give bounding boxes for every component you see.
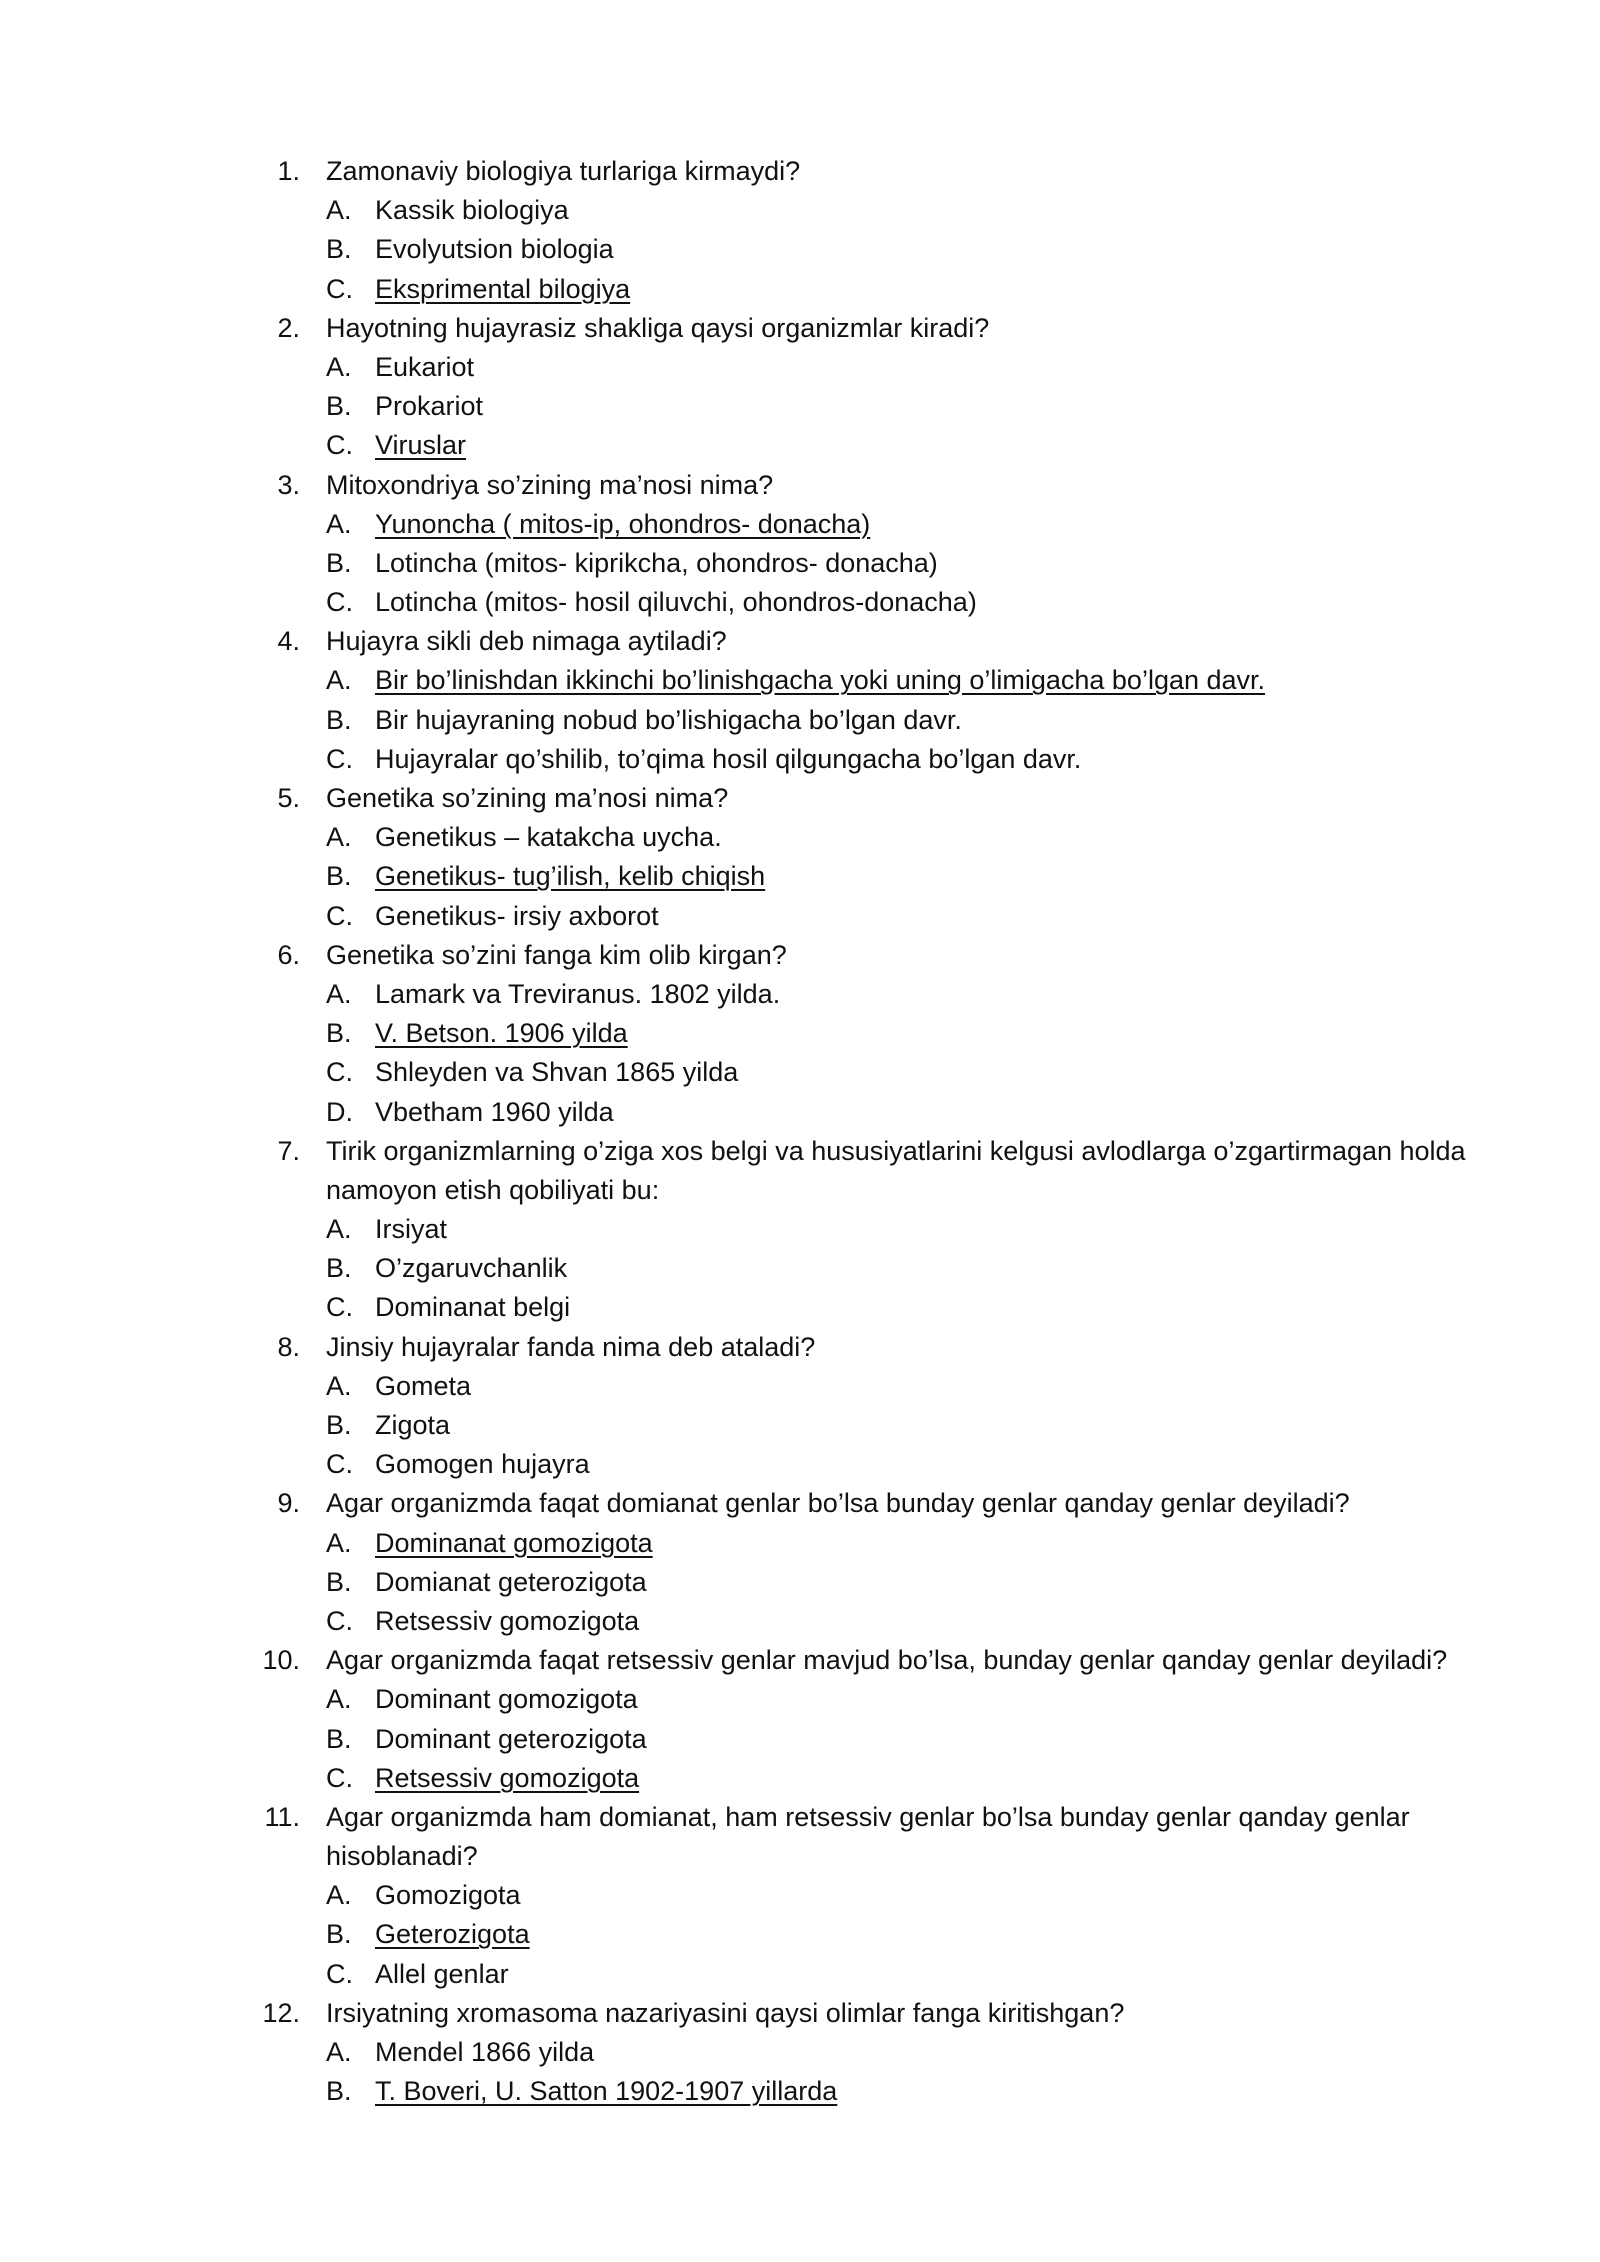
option-text: Domianat geterozigota [375,1566,647,1597]
answer-option [0,1093,1600,1132]
question-number: 9. [277,1488,300,1519]
question-text: Agar organizmda faqat domianat genlar bo’lsa bunday genlar qanday genlar deyiladi? [326,1488,1350,1519]
option-letter: A. [326,1370,352,1401]
answer-option [0,387,1600,426]
option-text: Gometa [375,1370,472,1401]
option-letter: A. [326,822,352,853]
question-item [0,1798,1600,1994]
question-item [0,622,1600,779]
question-text: Tirik organizmlarning o’ziga xos belgi va hususiyatlarini kelgusi avlodlarga o’zgartirmagan holda [326,1135,1466,1166]
option-text: Genetikus- irsiy axborot [375,900,659,931]
option-text: Retsessiv gomozigota [375,1605,640,1636]
question-text: Mitoxondriya so’zining ma’nosi nima? [326,469,774,500]
option-text-correct: Eksprimental bilogiya [375,273,631,304]
option-text: Lotincha (mitos- kiprikcha, ohondros- donacha) [375,547,938,578]
option-text: Lamark va Treviranus. 1802 yilda. [375,978,781,1009]
question-line [0,152,1600,191]
answer-option [0,544,1600,583]
option-text-correct: Yunoncha ( mitos-ip, ohondros- donacha) [375,508,871,539]
question-text: Hayotning hujayrasiz shakliga qaysi organizmlar kiradi? [326,312,990,343]
question-text: Genetika so’zining ma’nosi nima? [326,783,729,813]
question-number: 3. [277,469,300,500]
answer-option [0,2072,1600,2111]
answer-option [0,701,1600,740]
question-line [0,466,1600,505]
option-letter: B. [326,704,352,735]
answer-option [0,1288,1600,1327]
question-line [0,1171,1600,1210]
option-letter: A. [326,508,352,539]
option-letter: A. [326,351,352,382]
answer-option [0,505,1600,544]
option-text-correct: Dominanat gomozigota [375,1527,653,1558]
option-text: Dominant geterozigota [375,1723,647,1754]
answer-option [0,1406,1600,1445]
question-number: 10. [262,1645,300,1676]
option-text: Genetikus – katakcha uycha. [375,822,722,853]
answer-option [0,1759,1600,1798]
answer-option [0,1445,1600,1484]
option-letter: B. [326,1723,352,1754]
option-letter: B. [326,391,352,422]
question-item [0,309,1600,466]
option-letter: C. [326,1605,353,1636]
option-letter: B. [326,1018,352,1049]
option-text: Kassik biologiya [375,195,569,226]
question-item [0,1132,1600,1328]
option-letter: A. [326,1684,352,1715]
option-text-correct: Geterozigota [375,1919,530,1950]
answer-option [0,1249,1600,1288]
option-text-correct: V. Betson. 1906 yilda [375,1018,628,1049]
answer-option [0,1720,1600,1759]
question-number: 11. [264,1801,300,1832]
question-line [0,1484,1600,1523]
option-text-correct: Bir bo’linishdan ikkinchi bo’linishgacha yoki uning o’limigacha bo’lgan davr. [375,665,1266,696]
question-line [0,779,1600,818]
option-text: Zigota [375,1410,451,1440]
question-item [0,779,1600,936]
option-letter: B. [326,1410,352,1440]
answer-option [0,1602,1600,1641]
option-letter: C. [326,1449,353,1480]
question-number: 7. [277,1135,300,1166]
question-line [0,309,1600,348]
option-text: Dominanat belgi [375,1292,571,1323]
question-item [0,1484,1600,1641]
option-letter: C. [326,273,353,304]
option-letter: B. [326,2076,352,2107]
option-letter: C. [326,743,353,774]
option-letter: A. [326,978,352,1009]
option-text-correct: Genetikus- tug’ilish, kelib chiqish [375,861,766,892]
option-text-correct: T. Boveri, U. Satton 1902-1907 yillarda [375,2076,838,2107]
option-letter: C. [326,1057,353,1088]
option-letter: A. [326,1214,352,1245]
answer-option [0,348,1600,387]
option-letter: B. [326,1919,352,1950]
question-number: 12. [262,1997,300,2028]
option-letter: A. [326,2037,352,2067]
option-text: Eukariot [375,351,475,382]
option-text: Gomogen hujayra [375,1449,590,1480]
option-text: Mendel 1866 yilda [375,2037,595,2067]
question-text: Irsiyatning xromasoma nazariyasini qaysi olimlar fanga kiritishgan? [326,1997,1125,2028]
question-line [0,936,1600,975]
question-number: 4. [277,626,300,657]
option-letter: B. [326,234,352,265]
question-text: Hujayra sikli deb nimaga aytiladi? [326,626,727,657]
question-text: hisoblanadi? [326,1841,478,1872]
option-letter: A. [326,195,352,226]
question-line [0,1641,1600,1680]
question-line [0,1994,1600,2033]
answer-option [0,1563,1600,1602]
answer-option [0,230,1600,269]
question-text: Genetika so’zini fanga kim olib kirgan? [326,939,787,970]
answer-option [0,1680,1600,1719]
answer-option [0,1014,1600,1053]
option-text: Shleyden va Shvan 1865 yilda [375,1057,739,1088]
question-item [0,466,1600,623]
option-text-correct: Retsessiv gomozigota [375,1762,640,1793]
question-item [0,1641,1600,1798]
answer-option [0,191,1600,230]
question-line [0,622,1600,661]
question-line [0,1798,1600,1837]
question-text: Agar organizmda faqat retsessiv genlar mavjud bo’lsa, bunday genlar qanday genlar deyiladi? [326,1645,1448,1676]
question-text: Zamonaviy biologiya turlariga kirmaydi? [326,156,801,186]
question-number: 2. [277,312,300,343]
question-line [0,1837,1600,1876]
option-letter: C. [326,900,353,931]
answer-option [0,740,1600,779]
option-letter: B. [326,1566,352,1597]
option-letter: C. [326,1292,353,1323]
question-list [0,152,1600,2111]
question-line [0,1328,1600,1367]
option-text: Dominant gomozigota [375,1684,638,1715]
option-letter: C. [326,1762,353,1793]
answer-option [0,975,1600,1014]
answer-option [0,426,1600,465]
question-item [0,1328,1600,1485]
question-number: 1. [277,156,300,186]
answer-option [0,818,1600,857]
answer-option [0,1053,1600,1092]
option-letter: A. [326,1880,352,1911]
answer-option [0,857,1600,896]
answer-option [0,1876,1600,1915]
answer-option [0,661,1600,700]
option-letter: A. [326,1527,352,1558]
option-text: Bir hujayraning nobud bo’lishigacha bo’lgan davr. [375,704,962,735]
option-text: Prokariot [375,391,484,422]
answer-option [0,1367,1600,1406]
option-text: Gomozigota [375,1880,521,1911]
option-text: Allel genlar [375,1958,509,1989]
option-letter: C. [326,430,353,461]
option-text: Hujayralar qo’shilib, to’qima hosil qilgungacha bo’lgan davr. [375,743,1082,774]
answer-option [0,1210,1600,1249]
question-number: 6. [277,939,300,970]
question-item [0,936,1600,1132]
option-text: Irsiyat [375,1214,448,1245]
answer-option [0,897,1600,936]
answer-option [0,1955,1600,1994]
option-letter: B. [326,547,352,578]
answer-option [0,1915,1600,1954]
option-text: Evolyutsion biologia [375,234,614,265]
question-number: 8. [277,1331,300,1362]
option-text: Lotincha (mitos- hosil qiluvchi, ohondros-donacha) [375,587,977,618]
option-letter: C. [326,1958,353,1989]
answer-option [0,583,1600,622]
answer-option [0,2033,1600,2072]
option-text: Vbetham 1960 yilda [375,1096,614,1127]
answer-option [0,1524,1600,1563]
option-letter: B. [326,861,352,892]
question-text: namoyon etish qobiliyati bu: [326,1174,660,1205]
answer-option [0,270,1600,309]
question-line [0,1132,1600,1171]
option-text: O’zgaruvchanlik [375,1253,568,1284]
option-letter: B. [326,1253,352,1284]
option-letter: C. [326,587,353,618]
question-item [0,1994,1600,2112]
question-item [0,152,1600,309]
option-text-correct: Viruslar [375,430,467,461]
question-text: Agar organizmda ham domianat, ham retsessiv genlar bo’lsa bunday genlar qanday genlar [326,1801,1410,1832]
question-text: Jinsiy hujayralar fanda nima deb ataladi? [326,1331,816,1362]
question-number: 5. [277,783,300,813]
option-letter: D. [326,1096,353,1127]
option-letter: A. [326,665,352,696]
